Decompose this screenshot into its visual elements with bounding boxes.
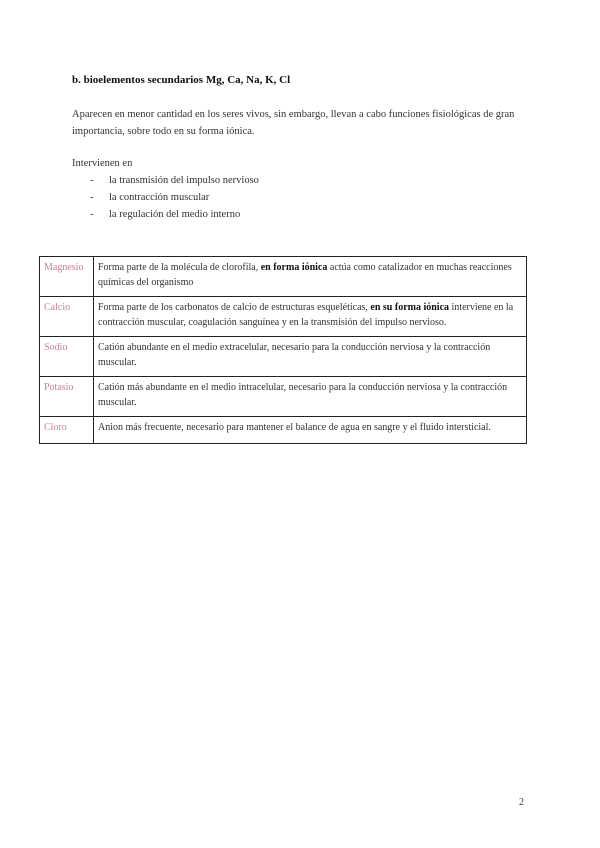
element-description: Catión abundante en el medio extracelular, necesario para la conducción nerviosa y la contracción muscular. xyxy=(94,337,527,377)
element-name: Cloro xyxy=(40,417,94,444)
element-description: Anion más frecuente, necesario para mantener el balance de agua en sangre y el fluido intersticial. xyxy=(94,417,527,444)
element-description: Forma parte de los carbonatos de calcio de estructuras esqueléticas, en su forma iónica interviene en la contracción muscular, coagulación sanguínea y en la transmisión del impulso nervioso. xyxy=(94,297,527,337)
section-heading: b. bioelementos secundarios Mg, Ca, Na, K, Cl xyxy=(72,74,291,86)
element-name: Sodio xyxy=(40,337,94,377)
table-row xyxy=(40,417,527,444)
element-description: Catión más abundante en el medio intracelular, necesario para la conducción nerviosa y la contracción muscular. xyxy=(94,377,527,417)
dash-bullet-icon: - xyxy=(90,175,94,186)
dash-bullet-icon: - xyxy=(90,209,94,220)
list-item-text: la regulación del medio interno xyxy=(109,209,241,220)
table-row xyxy=(40,297,527,337)
emphasis-text: en su forma iónica xyxy=(370,302,450,313)
element-name: Calcio xyxy=(40,297,94,337)
list-item xyxy=(90,206,259,223)
emphasis-text: en forma iónica xyxy=(260,262,328,273)
element-name: Potasio xyxy=(40,377,94,417)
bioelements-table xyxy=(39,256,527,444)
table-row xyxy=(40,257,527,297)
element-description: Forma parte de la molécula de clorofila, en forma iónica actúa como catalizador en muchas reacciones químicas del organismo xyxy=(94,257,527,297)
list-item xyxy=(90,189,259,206)
table-row xyxy=(40,377,527,417)
element-name: Magnesio xyxy=(40,257,94,297)
list-item xyxy=(90,172,259,189)
dash-bullet-icon: - xyxy=(90,192,94,203)
list-item-text: la transmisión del impulso nervioso xyxy=(109,175,259,186)
page-number: 2 xyxy=(519,797,524,808)
table-row xyxy=(40,337,527,377)
function-list xyxy=(90,172,259,223)
section-paragraph: Aparecen en menor cantidad en los seres vivos, sin embargo, llevan a cabo funciones fisiológicas de gran importancia, sobre todo en su forma iónica. xyxy=(72,109,515,137)
list-item-text: la contracción muscular xyxy=(109,192,210,203)
list-intro: Intervienen en xyxy=(72,158,133,169)
